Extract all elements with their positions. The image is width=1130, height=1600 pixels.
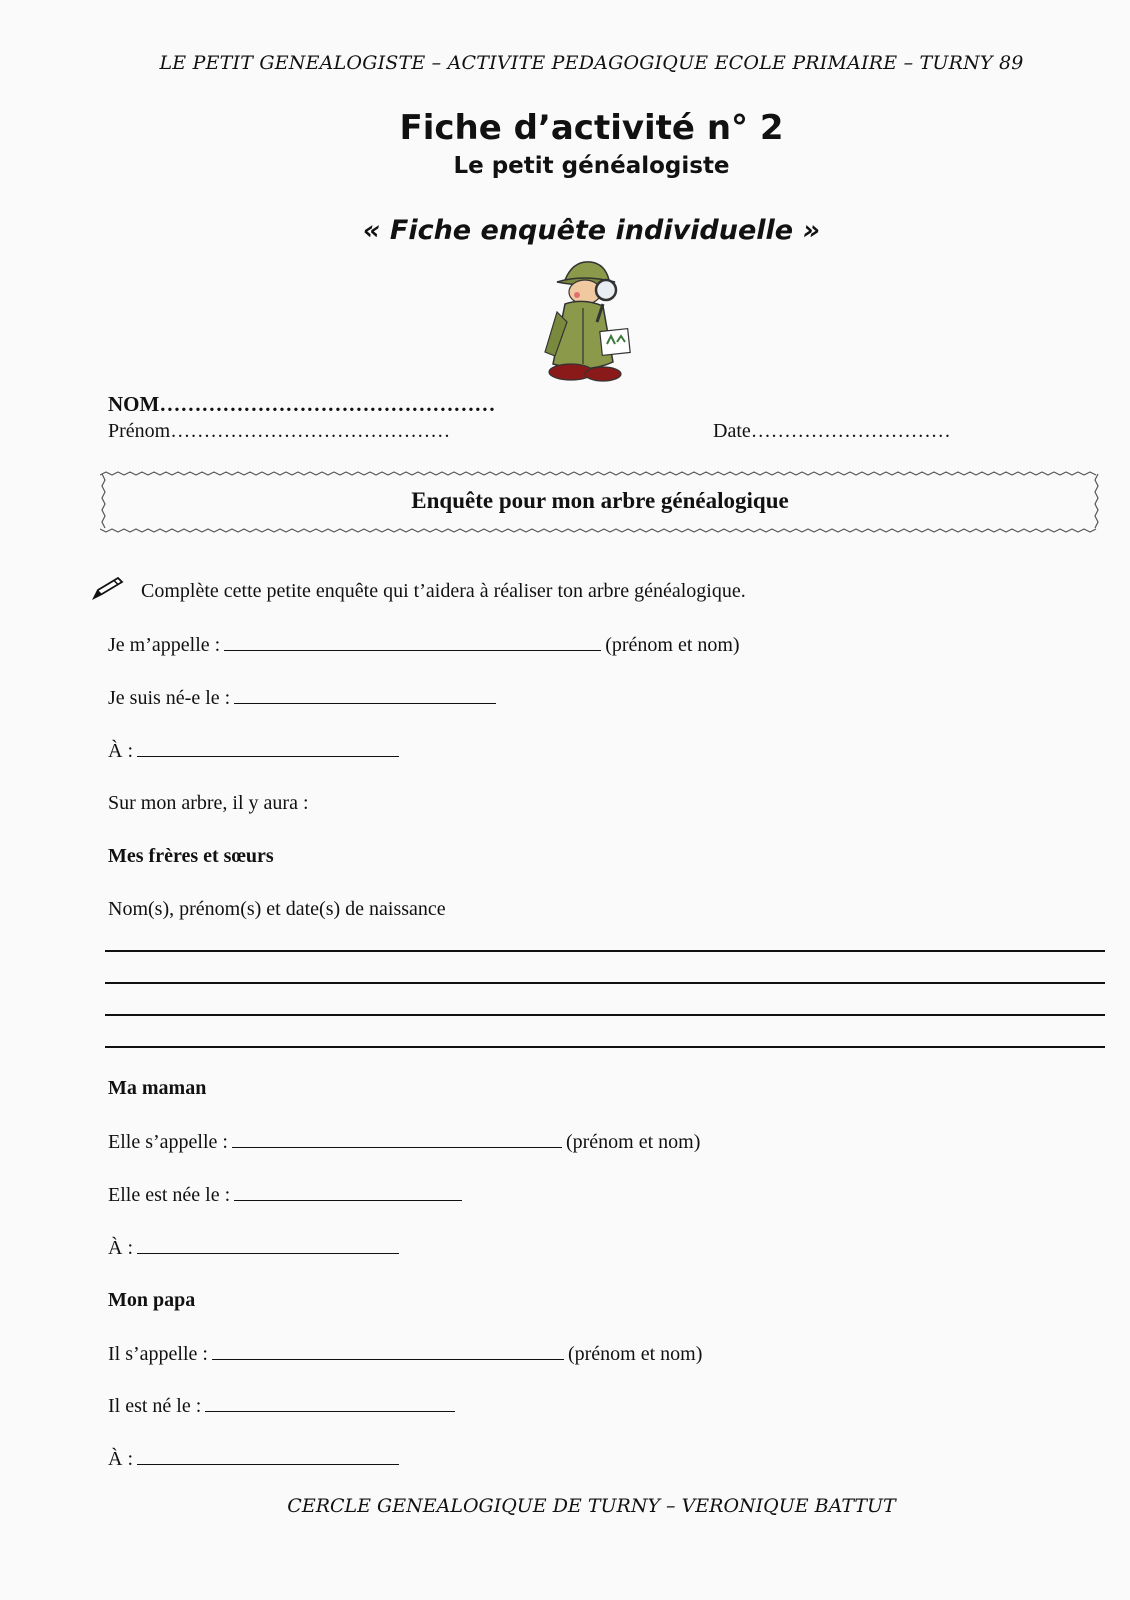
self-born-label: Je suis né-e le :: [108, 687, 231, 709]
mother-born-blank[interactable]: [234, 1183, 462, 1201]
self-name-label: Je m’appelle :: [108, 634, 221, 656]
father-name-blank[interactable]: [212, 1342, 564, 1360]
father-heading: Mon papa: [108, 1289, 196, 1311]
self-born-blank[interactable]: [234, 686, 496, 704]
mother-name-hint: (prénom et nom): [565, 1131, 701, 1153]
self-place-row: [108, 739, 403, 763]
instruction-text: Complète cette petite enquête qui t’aidera à réaliser ton arbre généalogique.: [141, 580, 746, 602]
mother-name-row: [108, 1130, 700, 1154]
self-name-row: [108, 633, 740, 657]
siblings-label: Nom(s), prénom(s) et date(s) de naissance: [108, 898, 446, 920]
mother-born-row: [108, 1183, 466, 1207]
self-born-row: [108, 686, 500, 710]
siblings-line-1[interactable]: [105, 950, 1105, 952]
pencil-icon: [90, 576, 126, 602]
father-born-blank[interactable]: [205, 1394, 455, 1412]
enquete-title: « Fiche enquête individuelle »: [362, 215, 821, 246]
father-place-label: À :: [108, 1448, 133, 1470]
banner-title: Enquête pour mon arbre généalogique: [411, 488, 789, 513]
father-name-row: [108, 1342, 702, 1366]
mother-place-blank[interactable]: [137, 1236, 399, 1254]
self-name-blank[interactable]: [224, 633, 601, 651]
page-subtitle: Le petit généalogiste: [453, 153, 730, 179]
date-field: Date…………………………: [713, 420, 951, 442]
father-name-hint: (prénom et nom): [567, 1343, 703, 1365]
father-name-label: Il s’appelle :: [108, 1343, 208, 1365]
mother-place-row: [108, 1236, 403, 1260]
mother-heading: Ma maman: [108, 1077, 207, 1099]
father-place-blank[interactable]: [137, 1447, 399, 1465]
siblings-line-2[interactable]: [105, 982, 1105, 984]
siblings-heading: Mes frères et sœurs: [108, 845, 274, 867]
prenom-field: Prénom……………………………………: [108, 420, 451, 442]
self-name-hint: (prénom et nom): [605, 634, 740, 656]
tree-intro: Sur mon arbre, il y aura :: [108, 792, 309, 814]
page-footer: CERCLE GENEALOGIQUE DE TURNY – VERONIQUE BATTUT: [287, 1495, 896, 1517]
page-header: LE PETIT GENEALOGISTE – ACTIVITE PEDAGOGIQUE ECOLE PRIMAIRE – TURNY 89: [159, 52, 1024, 74]
mother-name-blank[interactable]: [232, 1130, 562, 1148]
father-place-row: [108, 1447, 403, 1471]
siblings-line-3[interactable]: [105, 1014, 1105, 1016]
father-born-row: [108, 1394, 459, 1418]
siblings-line-4[interactable]: [105, 1046, 1105, 1048]
self-place-blank[interactable]: [137, 739, 399, 757]
father-born-label: Il est né le :: [108, 1395, 202, 1417]
nom-field: NOM…………………………………………: [108, 392, 496, 416]
mother-place-label: À :: [108, 1237, 133, 1259]
self-place-label: À :: [108, 740, 133, 762]
page-title: Fiche d’activité n° 2: [399, 108, 784, 148]
mother-born-label: Elle est née le :: [108, 1184, 231, 1206]
mother-name-label: Elle s’appelle :: [108, 1131, 228, 1153]
detective-icon: [543, 252, 643, 387]
